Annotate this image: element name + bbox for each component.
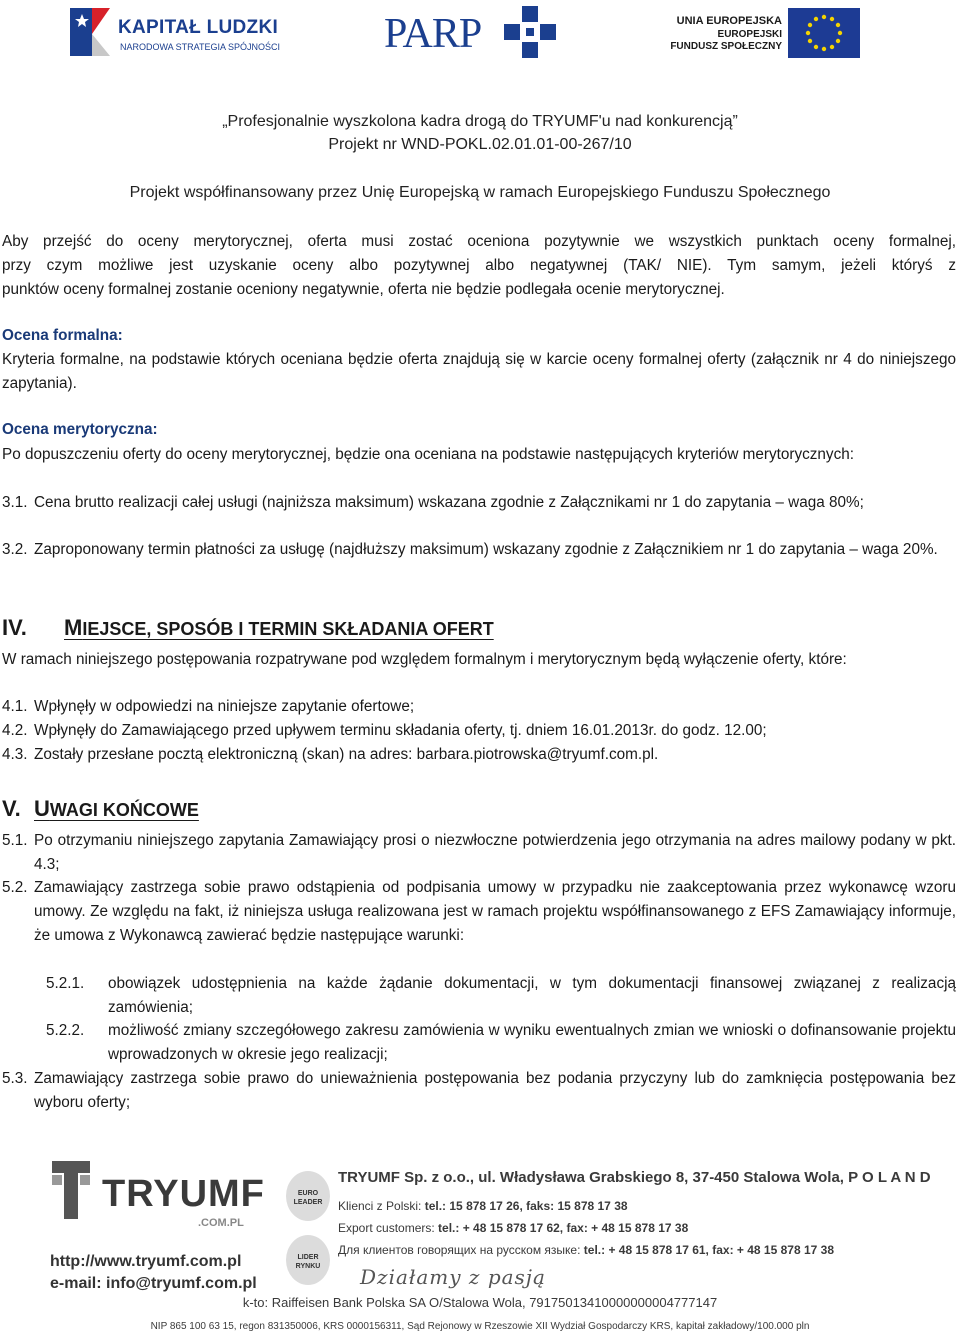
list-item-number: 5.2.1.	[46, 975, 85, 992]
footer-contact-export	[338, 1221, 688, 1235]
list-item-number: 5.1.	[2, 832, 28, 849]
list-item-text: Zamawiający zastrzega sobie prawo do unieważnienia postępowania bez podania przyczyny lub do zamknięcia postępowania bez wyboru oferty;	[34, 1070, 956, 1111]
list-item-text: możliwość zmiany szczegółowego zakresu zamówienia w wyniku ewentualnych zmian we wnioski o dofinansowanie projektu wprowadzonych w okresie jego realizacji;	[108, 1022, 956, 1063]
tryumf-logo	[48, 1159, 265, 1239]
eu-flag-icon	[788, 8, 860, 58]
euro-leader-badge: EURO LEADER	[286, 1171, 330, 1221]
eu-logo	[670, 8, 880, 60]
list-item-number: 4.2.	[2, 722, 28, 739]
eu-logo-line2: EUROPEJSKI	[717, 29, 782, 40]
list-item	[2, 695, 956, 719]
list-item	[2, 829, 956, 877]
intro-line-1: Aby przejść do oceny merytorycznej, oferta musi zostać oceniona pozytywnie we wszystkich punktach oceny formalnej,	[2, 233, 956, 250]
section-5-heading	[2, 796, 199, 822]
list-item-text: Po otrzymaniu niniejszego zapytania Zamawiający prosi o niezwłoczne potwierdzenia jego otrzymania na adres mailowy podany w pkt. 4.3;	[34, 832, 956, 873]
kapital-ludzki-subtitle: NARODOWA STRATEGIA SPÓJNOŚCI	[120, 42, 281, 52]
list-item-text: Cena brutto realizacji całej usługi (najniższa maksimum) wskazana zgodnie z Załącznikami nr 1 do zapytania – waga 80%;	[34, 494, 864, 511]
section-4-intro: W ramach niniejszego postępowania rozpatrywane pod względem formalnym i merytorycznym będą wyłączenie oferty, które:	[2, 651, 847, 668]
footer	[0, 1155, 960, 1340]
project-name: „Profesjonalnie wyszkolona kadra drogą do TRYUMF'u nad konkurencją”	[222, 113, 738, 130]
footer-contact-ru-value: tel.: + 48 15 878 17 61, fax: + 48 15 878 17 38	[583, 1243, 834, 1257]
merit-heading: Ocena merytoryczna:	[2, 421, 158, 438]
footer-contact-export-label: Export customers:	[338, 1221, 435, 1235]
list-item-number: 3.1.	[2, 494, 28, 511]
merit-text: Po dopuszczeniu oferty do oceny merytorycznej, będzie ona oceniana na podstawie następujących kryteriów merytorycznych:	[2, 446, 854, 463]
section-4-number: IV.	[2, 615, 27, 640]
list-item-number: 4.3.	[2, 746, 28, 763]
list-item	[2, 876, 956, 972]
list-item-number: 5.2.	[2, 879, 28, 896]
footer-website-link[interactable]: http://www.tryumf.com.pl	[50, 1253, 242, 1270]
tryumf-domain: .COM.PL	[198, 1217, 244, 1229]
header-logos	[0, 0, 960, 72]
parp-mark-icon	[504, 6, 556, 58]
eu-logo-line1: UNIA EUROPEJSKA	[676, 15, 782, 27]
list-item-text: Zostały przesłane pocztą elektroniczną (skan) na adres: barbara.piotrowska@tryumf.com.pl.	[34, 746, 659, 763]
list-item-text: obowiązek udostępnienia na każde żądanie dokumentacji, w tym dokumentacji finansowej związanej z realizacją zamówienia;	[108, 975, 956, 1016]
footer-badges	[286, 1171, 332, 1291]
section-5-number: V.	[2, 796, 21, 821]
list-item-text: Wpłynęły w odpowiedzi na niniejsze zapytanie ofertowe;	[34, 698, 415, 715]
list-item-text: Zamawiający zastrzega sobie prawo odstąpienia od podpisania umowy w przypadku nie zaakceptowania przez wykonawcę wzoru umowy. Ze względu na fakt, iż niniejsza usługa realizowana jest w ramach projektu współfinansowanego z EFS Zamawiający informuje, że umowa z Wykonawcą zawierać będzie następujące warunki:	[34, 879, 956, 944]
section-4-title	[64, 615, 494, 640]
intro-line-3: punktów oceny formalnej zostanie oceniony negatywnie, oferta nie będzie podlegała ocenie merytorycznej.	[2, 281, 725, 298]
formal-text: Kryteria formalne, na podstawie których oceniana będzie oferta znajdują się w karcie oceny formalnej oferty (załącznik nr 4 do niniejszego zapytania).	[2, 351, 956, 392]
footer-contact-pl-value: tel.: 15 878 17 26, faks: 15 878 17 38	[424, 1199, 628, 1213]
section-4-title-initial: M	[64, 615, 83, 640]
list-item	[2, 972, 956, 1020]
parp-logo	[384, 6, 564, 62]
section-4-title-rest: IEJSCE, SPOSÓB I TERMIN SKŁADANIA OFERT	[82, 619, 494, 639]
tryumf-mark-icon	[48, 1159, 96, 1221]
cofinanced-note: Projekt współfinansowany przez Unię Europejską w ramach Europejskiego Funduszu Społecznego	[129, 184, 831, 201]
kapital-ludzki-title: KAPITAŁ LUDZKI	[118, 17, 279, 38]
lider-rynku-badge: LIDER RYNKU	[286, 1235, 330, 1285]
footer-company-address: TRYUMF Sp. z o.o., ul. Władysława Grabskiego 8, 37-450 Stalowa Wola, P O L A N D	[338, 1169, 931, 1186]
project-number: Projekt nr WND-POKL.02.01.01-00-267/10	[328, 136, 632, 153]
list-item	[2, 719, 956, 743]
section-5-title-initial: U	[34, 796, 50, 821]
eu-logo-line3: FUNDUSZ SPOŁECZNY	[670, 41, 782, 52]
footer-motto: Działamy z pasją	[360, 1265, 546, 1289]
kapital-ludzki-mark-icon	[68, 4, 112, 60]
footer-contact-ru	[338, 1243, 834, 1257]
list-item-number: 5.3.	[2, 1070, 28, 1087]
kapital-ludzki-logo	[68, 4, 281, 62]
footer-contact-pl	[338, 1199, 628, 1213]
footer-bank-account: k-to: Raiffeisen Bank Polska SA O/Stalowa Wola, 79175013410000000004777147	[242, 1295, 718, 1310]
list-item-number: 5.2.2.	[46, 1022, 85, 1039]
tryumf-wordmark: TRYUMF	[102, 1173, 265, 1215]
section-4-heading	[2, 615, 494, 641]
list-item	[2, 743, 956, 767]
footer-email-link[interactable]: e-mail: info@tryumf.com.pl	[50, 1275, 257, 1292]
list-item-text: Zaproponowany termin płatności za usługę (najdłuższy maksimum) wskazany zgodnie z Załącznikiem nr 1 do zapytania – waga 20%.	[34, 541, 938, 558]
footer-contact-pl-label: Klienci z Polski:	[338, 1199, 422, 1213]
parp-wordmark: PARP	[384, 11, 482, 57]
list-item-number: 3.2.	[2, 541, 28, 558]
list-item	[2, 538, 956, 586]
formal-heading: Ocena formalna:	[2, 327, 123, 344]
footer-registry-info: NIP 865 100 63 15, regon 831350006, KRS 0000156311, Sąd Rejonowy w Rzeszowie XII Wydział Gospodarczy KRS, kapitał zakładowy/100.000 pln	[150, 1321, 810, 1332]
section-5-title-rest: WAGI KOŃCOWE	[49, 800, 199, 820]
list-item-number: 4.1.	[2, 698, 28, 715]
list-item-text: Wpłynęły do Zamawiającego przed upływem terminu składania oferty, tj. dniem 16.01.2013r. do godz. 12.00;	[34, 722, 767, 739]
intro-line-2: przy czym możliwe jest uzyskanie oceny albo pozytywnej albo negatywnej (TAK/ NIE). Tym samym, jeżeli któryś z	[2, 257, 956, 274]
footer-contact-export-value: tel.: + 48 15 878 17 62, fax: + 48 15 878 17 38	[438, 1221, 689, 1235]
list-item	[2, 1067, 956, 1115]
list-item	[2, 491, 956, 539]
list-item	[2, 1019, 956, 1067]
footer-contact-ru-label: Для клиентов говорящих на русском языке:	[338, 1243, 581, 1257]
section-5-title	[34, 796, 199, 821]
